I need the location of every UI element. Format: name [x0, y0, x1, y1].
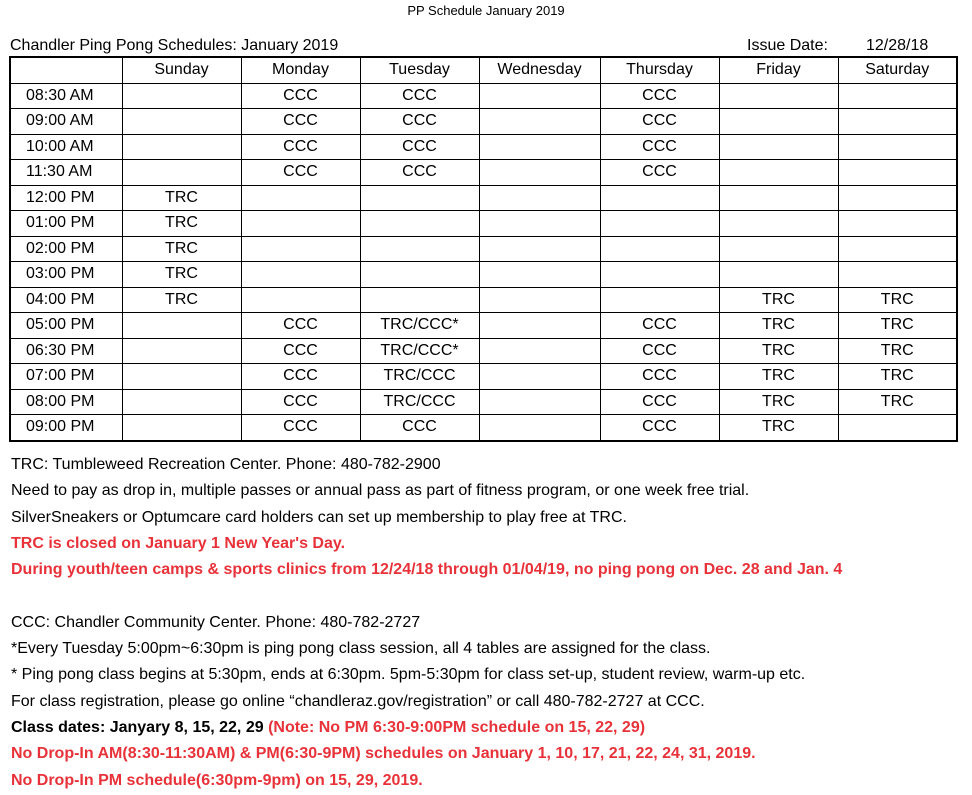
schedule-cell: TRC [122, 262, 241, 288]
class-dates-note: (Note: No PM 6:30-9:00PM schedule on 15, 22, 29) [268, 718, 646, 736]
schedule-cell [479, 415, 600, 441]
issue-date-value: 12/28/18 [866, 37, 929, 54]
schedule-cell: TRC [838, 287, 957, 313]
schedule-cell: CCC [241, 338, 360, 364]
schedule-cell: TRC [719, 415, 838, 441]
header-cell-sunday: Sunday [122, 57, 241, 83]
title-row [10, 37, 960, 57]
schedule-cell [838, 415, 957, 441]
page-header-title: PP Schedule January 2019 [407, 3, 565, 18]
schedule-cell: CCC [241, 160, 360, 186]
schedule-cell [838, 160, 957, 186]
trc-info: TRC: Tumbleweed Recreation Center. Phone: 480-782-2900 [11, 456, 441, 473]
schedule-cell [360, 211, 479, 237]
table-row [10, 109, 957, 135]
schedule-cell [719, 83, 838, 109]
trc-payment-note: Need to pay as drop in, multiple passes or annual pass as part of fitness program, or one week free trial. [11, 482, 750, 500]
schedule-cell [719, 236, 838, 262]
schedule-cell [122, 109, 241, 135]
ccc-registration-note: For class registration, please go online “chandleraz.gov/registration” or call 480-782-2727 at CCC. [11, 692, 705, 710]
header-cell-saturday: Saturday [838, 57, 957, 83]
schedule-cell [122, 160, 241, 186]
time-cell: 09:00 AM [10, 109, 122, 135]
document-title: Chandler Ping Pong Schedules: January 2019 [10, 37, 339, 54]
schedule-cell [719, 109, 838, 135]
schedule-cell [600, 262, 719, 288]
table-row [10, 338, 957, 364]
schedule-cell: CCC [600, 83, 719, 109]
header-cell-monday: Monday [241, 57, 360, 83]
schedule-cell [241, 236, 360, 262]
table-header-row [10, 57, 957, 83]
schedule-cell: TRC [719, 389, 838, 415]
schedule-cell [719, 185, 838, 211]
time-cell: 10:00 AM [10, 134, 122, 160]
notes-section [11, 452, 971, 794]
schedule-cell [479, 338, 600, 364]
schedule-cell [719, 262, 838, 288]
schedule-cell [479, 83, 600, 109]
schedule-cell [122, 389, 241, 415]
time-cell: 02:00 PM [10, 236, 122, 262]
schedule-cell [122, 313, 241, 339]
schedule-cell [719, 211, 838, 237]
time-cell: 03:00 PM [10, 262, 122, 288]
schedule-cell [122, 83, 241, 109]
schedule-cell [600, 185, 719, 211]
schedule-cell: TRC [719, 338, 838, 364]
schedule-cell [241, 262, 360, 288]
schedule-cell [719, 134, 838, 160]
schedule-cell [600, 236, 719, 262]
time-cell: 06:30 PM [10, 338, 122, 364]
schedule-cell [479, 364, 600, 390]
schedule-cell [479, 109, 600, 135]
schedule-cell [479, 313, 600, 339]
schedule-cell: CCC [600, 160, 719, 186]
table-row [10, 364, 957, 390]
schedule-cell [122, 134, 241, 160]
schedule-cell: CCC [360, 134, 479, 160]
schedule-cell [479, 134, 600, 160]
table-row [10, 389, 957, 415]
ccc-class-note: * Ping pong class begins at 5:30pm, ends at 6:30pm. 5pm-5:30pm for class set-up, student review, warm-up etc. [11, 666, 806, 684]
trc-silversneakers-note: SilverSneakers or Optumcare card holders can set up membership to play free at TRC. [11, 508, 627, 526]
schedule-cell: TRC [122, 211, 241, 237]
schedule-cell [479, 262, 600, 288]
table-row [10, 236, 957, 262]
header-cell-wednesday: Wednesday [479, 57, 600, 83]
schedule-cell: CCC [241, 109, 360, 135]
schedule-cell [479, 236, 600, 262]
schedule-cell [838, 134, 957, 160]
schedule-cell [600, 211, 719, 237]
schedule-cell [719, 160, 838, 186]
schedule-cell [122, 338, 241, 364]
schedule-cell [479, 185, 600, 211]
time-cell: 08:00 PM [10, 389, 122, 415]
schedule-cell [838, 109, 957, 135]
time-cell: 05:00 PM [10, 313, 122, 339]
schedule-cell [241, 287, 360, 313]
schedule-cell: TRC/CCC [360, 389, 479, 415]
schedule-cell: CCC [600, 313, 719, 339]
schedule-cell: TRC [838, 389, 957, 415]
schedule-cell [838, 83, 957, 109]
schedule-cell: TRC [838, 338, 957, 364]
schedule-cell [838, 236, 957, 262]
trc-camps-notice: During youth/teen camps & sports clinics from 12/24/18 through 01/04/19, no ping pong on Dec. 28 and Jan. 4 [11, 561, 843, 579]
schedule-cell [241, 211, 360, 237]
schedule-cell [479, 160, 600, 186]
schedule-cell: CCC [360, 415, 479, 441]
time-cell: 09:00 PM [10, 415, 122, 441]
schedule-cell: CCC [600, 415, 719, 441]
spacer-line [11, 583, 971, 609]
schedule-cell [360, 287, 479, 313]
schedule-cell [838, 211, 957, 237]
schedule-cell: TRC [719, 313, 838, 339]
no-dropin-notice-2: No Drop-In PM schedule(6:30pm-9pm) on 15, 29, 2019. [11, 771, 423, 789]
schedule-cell: CCC [241, 83, 360, 109]
time-cell: 04:00 PM [10, 287, 122, 313]
schedule-cell: TRC [122, 287, 241, 313]
table-row [10, 262, 957, 288]
class-dates-line [11, 715, 971, 741]
schedule-cell: CCC [241, 364, 360, 390]
time-cell: 11:30 AM [10, 160, 122, 186]
schedule-cell [360, 236, 479, 262]
schedule-cell: TRC [719, 287, 838, 313]
schedule-cell: TRC/CCC [360, 364, 479, 390]
schedule-cell: TRC [838, 364, 957, 390]
trc-closed-notice: TRC is closed on January 1 New Year's Day. [11, 534, 346, 552]
table-row [10, 313, 957, 339]
schedule-cell: CCC [360, 160, 479, 186]
ccc-tuesday-note: *Every Tuesday 5:00pm~6:30pm is ping pong class session, all 4 tables are assigned for the class. [11, 640, 711, 658]
header-cell-tuesday: Tuesday [360, 57, 479, 83]
schedule-table [9, 56, 958, 442]
schedule-cell: CCC [241, 134, 360, 160]
schedule-cell [479, 287, 600, 313]
table-row [10, 160, 957, 186]
schedule-cell: TRC [122, 185, 241, 211]
table-row [10, 415, 957, 441]
schedule-cell [122, 415, 241, 441]
schedule-cell: TRC [838, 313, 957, 339]
table-row [10, 287, 957, 313]
schedule-cell: TRC [122, 236, 241, 262]
schedule-cell: TRC/CCC* [360, 313, 479, 339]
schedule-cell: CCC [600, 109, 719, 135]
schedule-cell [360, 262, 479, 288]
schedule-cell: TRC/CCC* [360, 338, 479, 364]
schedule-cell: CCC [360, 109, 479, 135]
schedule-cell [479, 389, 600, 415]
schedule-cell [241, 185, 360, 211]
schedule-cell [600, 287, 719, 313]
class-dates: Class dates: Janyary 8, 15, 22, 29 [11, 718, 264, 736]
table-row [10, 185, 957, 211]
time-cell: 08:30 AM [10, 83, 122, 109]
schedule-cell: CCC [600, 389, 719, 415]
schedule-cell [360, 185, 479, 211]
schedule-cell [838, 185, 957, 211]
schedule-cell: CCC [600, 338, 719, 364]
header-cell-time [10, 57, 122, 83]
issue-date-label: Issue Date: [747, 37, 828, 54]
schedule-cell: TRC [719, 364, 838, 390]
schedule-cell [479, 211, 600, 237]
table-row [10, 211, 957, 237]
schedule-cell: CCC [241, 415, 360, 441]
table-body [10, 83, 957, 441]
table-row [10, 83, 957, 109]
schedule-cell: CCC [241, 313, 360, 339]
ccc-info: CCC: Chandler Community Center. Phone: 480-782-2727 [11, 613, 421, 631]
time-cell: 12:00 PM [10, 185, 122, 211]
schedule-cell [838, 262, 957, 288]
schedule-cell: CCC [600, 364, 719, 390]
table-row [10, 134, 957, 160]
no-dropin-notice-1: No Drop-In AM(8:30-11:30AM) & PM(6:30-9PM) schedules on January 1, 10, 17, 21, 22, 24, 31, 2019. [11, 745, 756, 763]
time-cell: 01:00 PM [10, 211, 122, 237]
header-cell-thursday: Thursday [600, 57, 719, 83]
schedule-cell: CCC [360, 83, 479, 109]
schedule-cell: CCC [600, 134, 719, 160]
header-cell-friday: Friday [719, 57, 838, 83]
time-cell: 07:00 PM [10, 364, 122, 390]
schedule-cell: CCC [241, 389, 360, 415]
schedule-cell [122, 364, 241, 390]
